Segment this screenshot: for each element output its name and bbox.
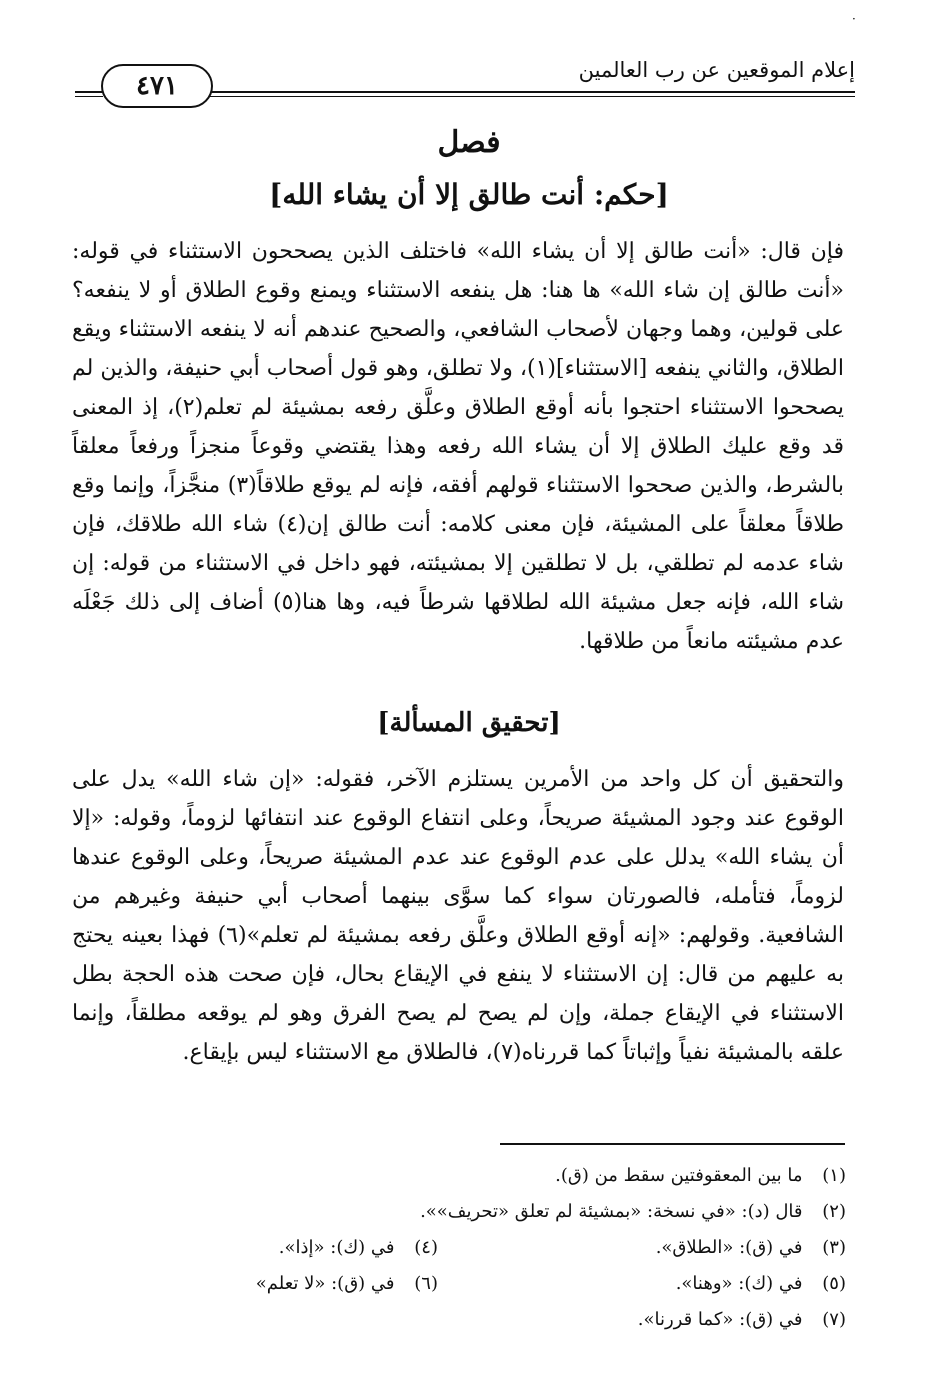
footnote-3 bbox=[656, 1230, 846, 1266]
footnote-number: (١) bbox=[822, 1165, 846, 1186]
footnote-text: في (ك): «إذا». bbox=[278, 1237, 395, 1258]
footnote-text: في (ك): «وهنا». bbox=[675, 1273, 803, 1294]
footnote-1 bbox=[555, 1158, 846, 1194]
header-rule-left bbox=[75, 91, 103, 97]
body-paragraph-2: والتحقيق أن كل واحد من الأمرين يستلزم الآخر، فقوله: «إن شاء الله» يدل على الوقوع عند وجود المشيئة صريحاً، وعلى انتفاع الوقوع عند انتفائها لزوماً، وقوله: «إلا أن يشاء الله» يدلل على عدم الوقوع عند عدم المشيئة صريحاً، وعلى الوقوع عندها لزوماً، فتأمله، فالصورتان سواء كما سوَّى بينهما أصحاب أبي حنيفة وغيرهم من الشافعية. وقولهم: «إنه أوقع الطلاق وعلَّق رفعه بمشيئة لم تعلم»(٦) فهذا بعينه يحتج به عليهم من قال: إن الاستثناء لا ينفع في الإيقاع بحال، فإن صحت هذه الحجة بطل الاستثناء في الإيقاع جملة، وإن لم يصح لم يصح الفرق وهو لم يوقعه مطلقاً، وإنما علقه بالمشيئة نفياً وإثباتاً كما قررناه(٧)، فالطلاق مع الاستثناء ليس بإيقاع. bbox=[72, 767, 844, 1065]
page-number: ٤٧١ bbox=[101, 64, 213, 108]
footnote-number: (٦) bbox=[414, 1273, 438, 1294]
footnote-text: في (ق): «كما قررنا». bbox=[637, 1309, 803, 1330]
footnote-2 bbox=[420, 1194, 846, 1230]
footnote-number: (٣) bbox=[822, 1237, 846, 1258]
footnote-7 bbox=[638, 1302, 846, 1338]
footnote-text: قال (د): «في نسخة: «بمشيئة لم تعلق «تحريف»». bbox=[420, 1201, 803, 1222]
footnote-5 bbox=[676, 1266, 846, 1302]
footnote-number: (٧) bbox=[822, 1309, 846, 1330]
ruling-title: [حكم: أنت طالق إلا أن يشاء الله] bbox=[269, 178, 669, 211]
footnote-text: ما بين المعقوفتين سقط من (ق). bbox=[555, 1165, 803, 1186]
header-rule bbox=[183, 91, 855, 97]
book-title: إعلام الموقعين عن رب العالمين bbox=[578, 58, 855, 82]
section-heading: فصل bbox=[437, 125, 501, 160]
footnote-4 bbox=[279, 1230, 438, 1266]
footnote-separator bbox=[500, 1143, 845, 1145]
inquiry-title: [تحقيق المسألة] bbox=[377, 708, 561, 738]
footnote-number: (٢) bbox=[822, 1201, 846, 1222]
body-paragraph-1: فإن قال: «أنت طالق إلا أن يشاء الله» فاختلف الذين يصححون الاستثناء في قوله: «أنت طالق إن شاء الله» ها هنا: هل ينفعه الاستثناء ويمنع وقوع الطلاق أو لا ينفعه؟ على قولين، وهما وجهان لأصحاب الشافعي، والصحيح عندهم أنه لا ينفعه الاستثناء ويقع الطلاق، والثاني ينفعه [الاستثناء](١)، ولا تطلق، وهو قول أصحاب أبي حنيفة، والذين لم يصححوا الاستثناء احتجوا بأنه أوقع الطلاق وعلَّق رفعه بمشيئة لم تعلم(٢)، إذ المعنى قد وقع عليك الطلاق إلا أن يشاء الله رفعه وهذا يقتضي وقوعاً منجزاً ورفعاً معلقاً بالشرط، والذين صححوا الاستثناء قولهم أفقه، فإنه لم يوقع طلاقاً(٣) منجَّزاً، وإنما وقع طلاقاً معلقاً على المشيئة، فإن معنى كلامه: أنت طالق إن(٤) شاء الله طلاقك، فإن شاء عدمه لم تطلقي، بل لا تطلقين إلا بمشيئته، فهو داخل في الاستثناء من قوله: إن شاء الله، فإنه جعل مشيئة الله لطلاقها شرطاً فيه، وها هنا(٥) أضاف إلى ذلك جَعْلَه عدم مشيئته مانعاً من طلاقها. bbox=[72, 239, 845, 654]
footnote-number: (٤) bbox=[414, 1237, 438, 1258]
scan-mark: · bbox=[852, 12, 856, 26]
footnote-6 bbox=[256, 1266, 438, 1302]
footnote-text: في (ق): «الطلاق». bbox=[655, 1237, 803, 1258]
footnote-text: في (ق): «لا تعلم» bbox=[255, 1273, 395, 1294]
running-header bbox=[75, 52, 855, 102]
footnote-number: (٥) bbox=[822, 1273, 846, 1294]
